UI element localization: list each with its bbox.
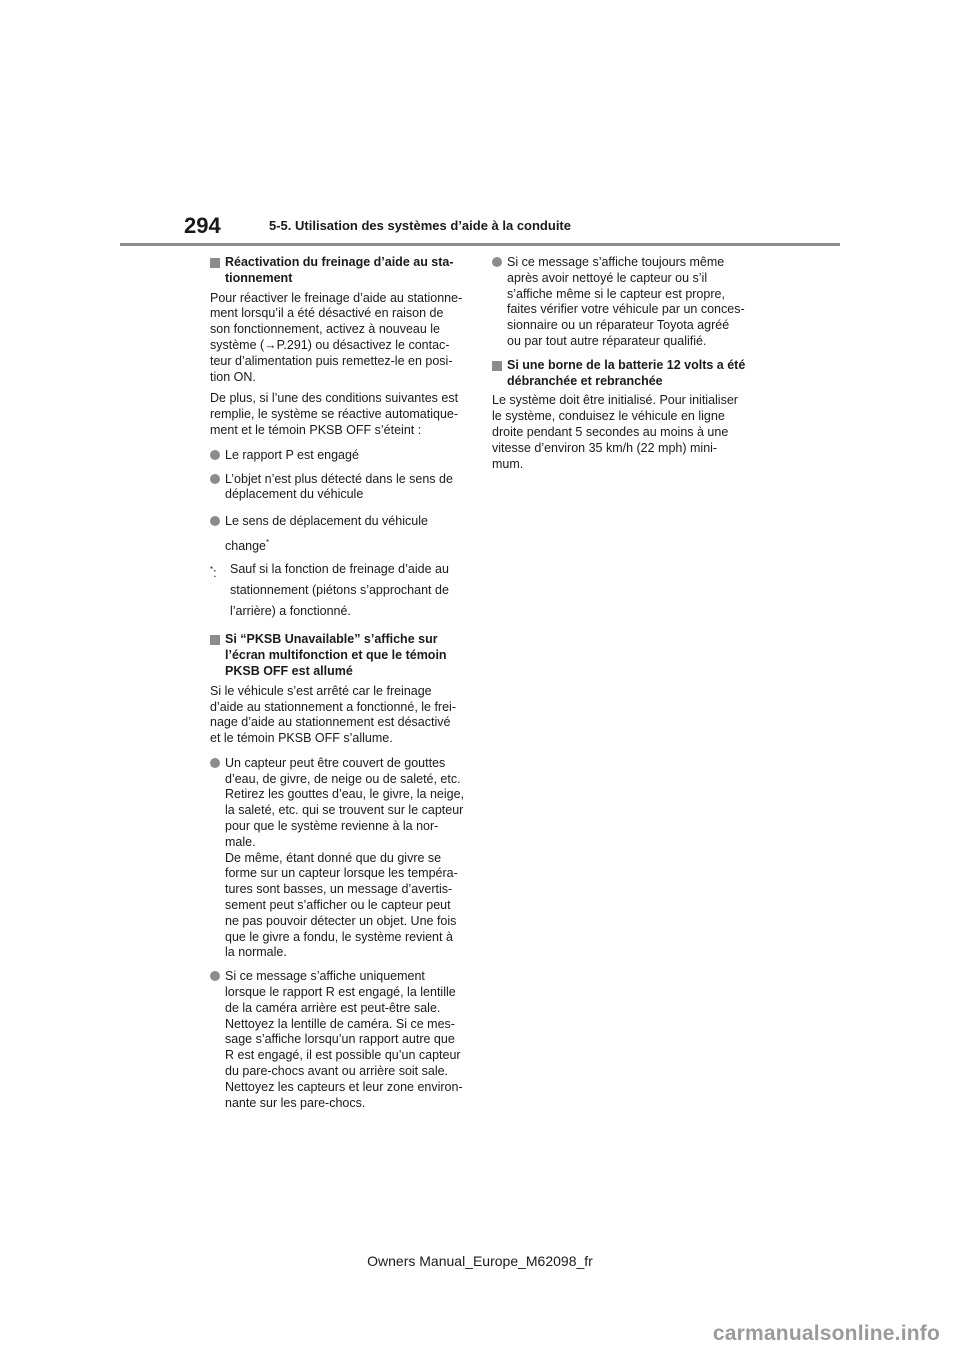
list-item-text: Un capteur peut être couvert de gouttes d’eau, de givre, de neige ou de saleté, etc. Retirez les gouttes d’eau, le givre, la neige, la saleté, etc. qui se trouvent sur le capteur pour que le système revienne à la nor- male. De même, étant donné que du givre se forme sur un capteur lorsque les tempéra- tures sont basses, un message d’avertis- sement peut s’afficher ou le capteur peut ne pas pouvoir détecter un objet. Une fois que le givre a fondu, le système revient à la normale.	[225, 755, 465, 960]
list-item	[210, 511, 468, 557]
square-bullet-icon	[492, 361, 502, 371]
heading-reactivation	[210, 255, 468, 287]
list-item-text: Le sens de déplacement du véhicule change	[225, 514, 428, 554]
heading-text: Si une borne de la batterie 12 volts a été débranchée et rebranchée	[507, 357, 746, 388]
list-item-text: Si ce message s’affiche uniquement lorsque le rapport R est engagé, la lentille de la caméra arrière est peut-être sale. Nettoyez la lentille de caméra. Si ce mes- sage s’affiche lorsqu’un rapport autre que R est engagé, il est possible qu’un capteur du pare-chocs avant ou arrière soit sale. Nettoyez les capteurs et leur zone environ- nante sur les pare-chocs.	[225, 969, 463, 1110]
circle-bullet-icon	[210, 758, 220, 768]
circle-bullet-icon	[210, 516, 220, 526]
list-item	[210, 448, 468, 464]
heading-text: Si “PKSB Unavailable” s’affiche sur l’écran multifonction et que le témoin PKSB OFF est allumé	[225, 632, 447, 678]
circle-bullet-icon	[210, 971, 220, 981]
paragraph: Si le véhicule s’est arrêté car le freinage d’aide au stationnement a fonctionné, le frei- nage d’aide au stationnement est désactivé et le témoin PKSB OFF s’allume.	[210, 683, 456, 746]
list-item	[210, 756, 468, 961]
paragraph: De plus, si l’une des conditions suivantes est remplie, le système se réactive automatique- ment et le témoin PKSB OFF s’éteint :	[210, 391, 459, 437]
list-item-text: Si ce message s’affiche toujours même après avoir nettoyé le capteur ou s’il s’affiche même si le capteur est propre, faites vérifier votre véhicule par un conces- sionnaire ou un réparateur Toyota agréé ou par tout autre réparateur qualifié.	[507, 255, 745, 348]
watermark-logo: carmanualsonline.info	[712, 1322, 940, 1345]
circle-bullet-icon	[492, 257, 502, 267]
circle-bullet-icon	[210, 474, 220, 484]
list-item	[210, 472, 468, 504]
header-rule	[120, 243, 840, 246]
footnote	[210, 559, 468, 622]
list-item	[492, 255, 750, 350]
footnote-mark: *:	[210, 565, 217, 581]
list-item-text: L’objet n’est plus détecté dans le sens de déplacement du véhicule	[225, 471, 453, 502]
footnote-text: Sauf si la fonction de freinage d’aide au stationnement (piétons s’approchant de l’arrière) a fonctionné.	[230, 562, 449, 619]
left-column	[210, 255, 468, 1119]
heading-pksb-unavailable	[210, 632, 468, 679]
section-title: 5-5. Utilisation des systèmes d’aide à la conduite	[269, 218, 571, 233]
square-bullet-icon	[210, 258, 220, 268]
list-item	[210, 969, 468, 1111]
footer-doc-name: Owners Manual_Europe_M62098_fr	[367, 1253, 593, 1269]
circle-bullet-icon	[210, 450, 220, 460]
list-item-text: Le rapport P est engagé	[225, 447, 359, 462]
right-column	[492, 255, 750, 478]
heading-text: Réactivation du freinage d’aide au sta- tionnement	[225, 255, 454, 285]
paragraph: Pour réactiver le freinage d’aide au stationne- ment lorsqu’il a été désactivé en raison de son fonctionnement, activez à nouveau le système (→P.291) ou désactivez le contac- teur d’alimentation puis remettez-le en posi- tion ON.	[210, 290, 463, 384]
page-number: 294	[184, 213, 221, 238]
square-bullet-icon	[210, 635, 220, 645]
footnote-marker: *	[266, 538, 270, 548]
paragraph: Le système doit être initialisé. Pour initialiser le système, conduisez le véhicule en ligne droite pendant 5 secondes au moins à une vitesse d’environ 35 km/h (22 mph) mini- mum.	[492, 393, 738, 471]
heading-battery	[492, 358, 750, 390]
